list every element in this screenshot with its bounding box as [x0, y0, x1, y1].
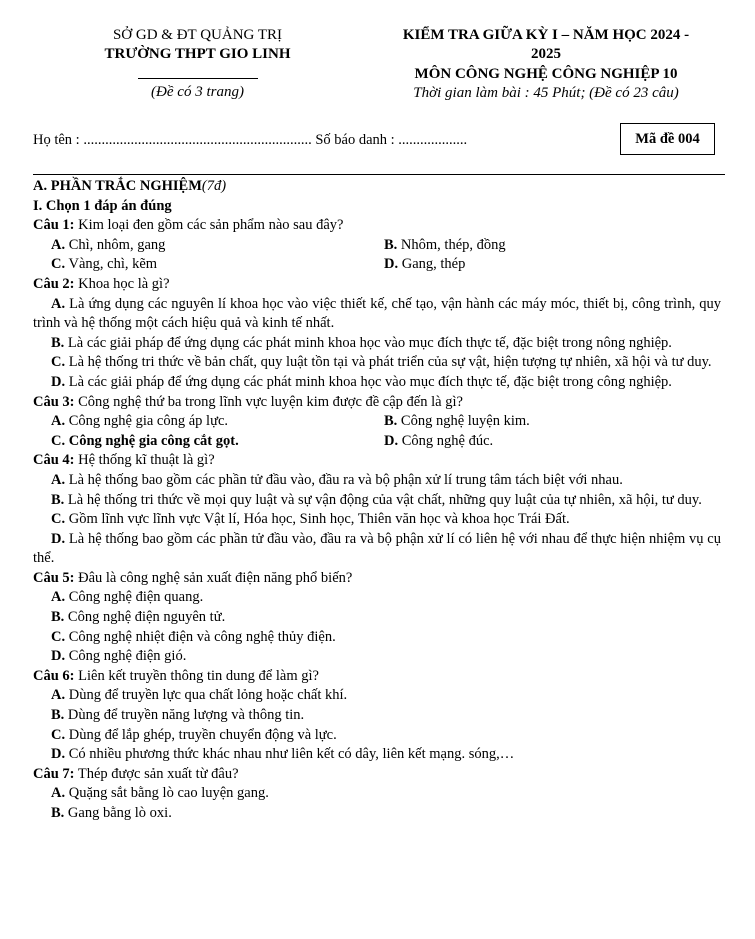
option-text: Dùng để truyền lực qua chất lỏng hoặc chất khí.	[65, 687, 348, 704]
option-b	[366, 236, 714, 256]
option-text: Công nghệ điện nguyên tử.	[64, 609, 226, 626]
section-a-label: A. PHẦN TRẮC NGHIỆM	[33, 178, 202, 194]
options-row	[33, 255, 721, 275]
exam-title-line2: 2025	[531, 46, 561, 62]
option-text: Là hệ thống tri thức về bản chất, quy luật tồn tại và phát triển của sự vật, hiện tượng tự nhiên, xã hội và tư duy.	[65, 354, 712, 371]
option-a	[33, 686, 721, 706]
question-text: Kim loại đen gồm các sản phẩm nào sau đây?	[74, 217, 344, 234]
option-a	[33, 784, 721, 804]
option-letter: A.	[51, 295, 66, 312]
question-label: Câu 2:	[33, 275, 75, 292]
exam-code-box: Mã đề 004	[620, 123, 715, 155]
option-d	[33, 530, 721, 569]
option-letter: A.	[51, 236, 66, 253]
exam-body	[33, 177, 721, 824]
department-name: SỞ GD & ĐT QUẢNG TRỊ	[112, 27, 283, 43]
option-letter: A.	[51, 589, 66, 606]
option-letter: A.	[51, 471, 66, 488]
option-b	[33, 706, 721, 726]
option-c	[33, 432, 366, 452]
option-text: Dùng để truyền năng lượng và thông tin.	[64, 707, 305, 724]
option-letter: C.	[51, 726, 66, 743]
option-text: Là các giải pháp để ứng dụng các phát minh khoa học vào mục đích thực tế, đặc biệt trong nông nghiệp.	[64, 334, 672, 351]
option-letter: D.	[51, 648, 66, 665]
name-field-label: Họ tên : ...............................................................	[33, 132, 312, 148]
option-letter: B.	[51, 609, 65, 626]
option-text: Công nghệ luyện kim.	[397, 413, 530, 430]
candidate-number-label: Số báo danh : ...................	[315, 132, 468, 148]
section-a-points: (7đ)	[201, 178, 227, 194]
option-letter: B.	[51, 491, 65, 508]
option-text: Có nhiều phương thức khác nhau như liên kết có dây, liên kết mạng. sóng,…	[65, 746, 515, 763]
question-2	[33, 275, 721, 295]
option-text: Quặng sắt bằng lò cao luyện gang.	[65, 785, 269, 802]
option-text: Công nghệ điện quang.	[65, 589, 204, 606]
option-letter: D.	[51, 373, 66, 390]
option-letter: B.	[384, 413, 398, 430]
option-text: Là hệ thống tri thức về mọi quy luật và sự vận động của vật chất, những quy luật của tự nhiên, xã hội, tư duy.	[64, 491, 702, 508]
question-label: Câu 3:	[33, 393, 75, 410]
option-b	[33, 491, 721, 511]
option-text: Công nghệ nhiệt điện và công nghệ thủy điện.	[65, 628, 336, 645]
option-letter: C.	[51, 511, 66, 528]
option-letter: C.	[51, 432, 66, 449]
option-text: Là ứng dụng các nguyên lí khoa học vào việc thiết kế, chế tạo, vận hành các máy móc, thiết bị, công trình, quy trình và hệ thống một cách hiệu quả và kinh tế nhất.	[33, 295, 721, 332]
option-a	[33, 588, 721, 608]
option-d	[33, 373, 721, 393]
option-a	[33, 471, 721, 491]
option-c	[33, 353, 721, 373]
exam-title-line1: KIỂM TRA GIỮA KỲ I – NĂM HỌC 2024 -	[402, 27, 690, 43]
header-divider	[138, 78, 258, 79]
option-d	[33, 745, 721, 765]
option-text: Là hệ thống bao gồm các phần tử đầu vào, đầu ra và bộ phận xử lí có liên hệ với nhau để thực hiện nhiệm vụ cụ thể.	[33, 530, 721, 567]
option-c	[33, 628, 721, 648]
option-letter: A.	[51, 413, 66, 430]
question-label: Câu 5:	[33, 569, 75, 586]
question-3	[33, 393, 721, 413]
option-b	[366, 412, 714, 432]
option-c	[33, 255, 366, 275]
question-6	[33, 667, 721, 687]
option-text: Là các giải pháp để ứng dụng các phát minh khoa học vào mục đích thực tế, đặc biệt trong công nghiệp.	[65, 373, 672, 390]
question-text: Đâu là công nghệ sản xuất điện năng phổ biến?	[74, 569, 353, 586]
question-label: Câu 6:	[33, 667, 75, 684]
option-text: Chì, nhôm, gang	[65, 236, 166, 253]
option-a	[33, 295, 721, 334]
question-1	[33, 216, 721, 236]
option-text: Công nghệ điện gió.	[65, 648, 187, 665]
option-text: Là hệ thống bao gồm các phần tử đầu vào, đầu ra và bộ phận xử lí trung tâm tách biệt với nhau.	[65, 471, 623, 488]
question-label: Câu 4:	[33, 452, 75, 469]
header-right	[372, 26, 720, 103]
option-text: Công nghệ gia công áp lực.	[65, 413, 229, 430]
option-letter: B.	[384, 236, 398, 253]
option-text: Công nghệ gia công cắt gọt.	[65, 432, 239, 449]
option-text: Gang bằng lò oxi.	[64, 805, 172, 821]
options-row	[33, 432, 721, 452]
part-1-title: I. Chọn 1 đáp án đúng	[33, 197, 172, 214]
option-letter: D.	[51, 746, 66, 763]
school-name: TRƯỜNG THPT GIO LINH	[104, 46, 291, 62]
option-b	[33, 608, 721, 628]
option-b	[33, 804, 721, 824]
option-letter: C.	[51, 628, 66, 645]
student-id-line	[33, 132, 467, 149]
header-left	[60, 26, 335, 102]
option-letter: C.	[51, 354, 66, 371]
option-a	[33, 236, 366, 256]
question-label: Câu 7:	[33, 765, 75, 782]
option-d	[366, 255, 714, 275]
header-rule	[33, 174, 725, 175]
option-c	[33, 726, 721, 746]
question-text: Khoa học là gì?	[74, 275, 170, 292]
option-letter: B.	[51, 805, 65, 821]
page-count-note: (Đề có 3 trang)	[151, 84, 244, 100]
option-text: Công nghệ đúc.	[398, 432, 494, 449]
question-4	[33, 451, 721, 471]
subject-title: MÔN CÔNG NGHỆ CÔNG NGHIỆP 10	[414, 66, 678, 82]
question-text: Liên kết truyền thông tin dung để làm gì?	[74, 667, 319, 684]
options-row	[33, 236, 721, 256]
option-d	[366, 432, 714, 452]
question-5	[33, 569, 721, 589]
options-row	[33, 412, 721, 432]
option-letter: A.	[51, 785, 66, 802]
option-text: Gồm lĩnh vực lĩnh vực Vật lí, Hóa học, Sinh học, Thiên văn học và khoa học Trái Đất.	[65, 511, 570, 528]
section-a-title	[33, 177, 721, 197]
option-c	[33, 510, 721, 530]
exam-title	[372, 26, 720, 64]
option-letter: B.	[51, 334, 65, 351]
option-a	[33, 412, 366, 432]
option-letter: C.	[51, 256, 66, 273]
option-b	[33, 334, 721, 354]
question-text: Công nghệ thứ ba trong lĩnh vực luyện kim được đề cập đến là gì?	[74, 393, 463, 410]
option-text: Nhôm, thép, đồng	[397, 236, 506, 253]
question-label: Câu 1:	[33, 217, 75, 234]
option-d	[33, 647, 721, 667]
option-letter: D.	[51, 530, 66, 547]
question-7	[33, 765, 721, 785]
option-text: Gang, thép	[398, 256, 466, 273]
option-text: Vàng, chì, kẽm	[65, 256, 158, 273]
option-letter: D.	[384, 432, 399, 449]
question-text: Hệ thống kĩ thuật là gì?	[74, 452, 215, 469]
time-note: Thời gian làm bài : 45 Phút; (Đề có 23 câu)	[413, 85, 679, 101]
option-letter: A.	[51, 687, 66, 704]
option-letter: B.	[51, 707, 65, 724]
question-text: Thép được sản xuất từ đâu?	[74, 765, 239, 782]
option-text: Dùng để lắp ghép, truyền chuyển động và lực.	[65, 726, 337, 743]
option-letter: D.	[384, 256, 399, 273]
